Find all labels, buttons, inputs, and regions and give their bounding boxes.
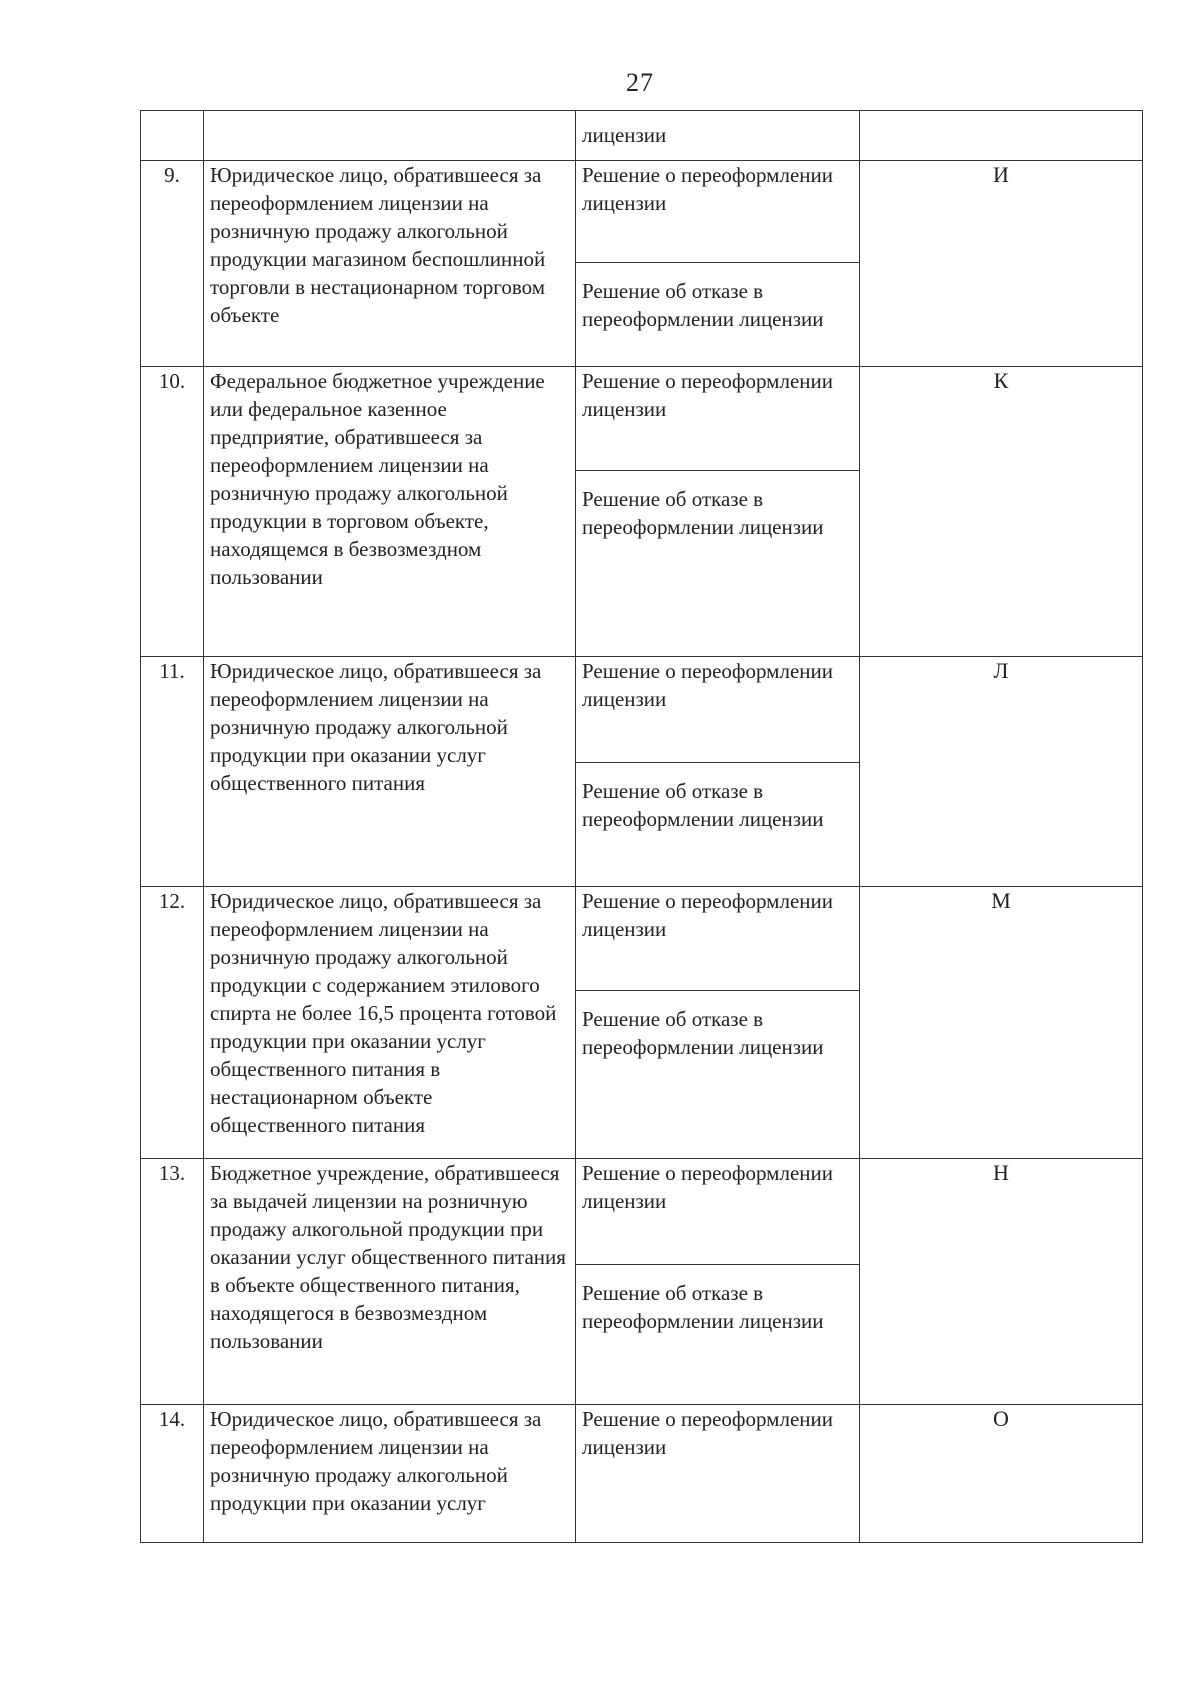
- cell-code: [860, 111, 1143, 161]
- row-number: 10.: [141, 367, 204, 657]
- cell-decision-continued: лицензии: [576, 111, 860, 161]
- table-row: [141, 367, 1143, 471]
- decision-refuse: Решение об отказе в переоформлении лицензии: [576, 1265, 860, 1405]
- table-row: [141, 887, 1143, 991]
- applicant-description: Юридическое лицо, обратившееся за переоформлением лицензии на розничную продажу алкогольной продукции с содержанием этилового спирта не более 16,5 процента готовой продукции при оказании услуг общественного питания в нестационарном объекте общественного питания: [204, 887, 576, 1159]
- decision-refuse: Решение об отказе в переоформлении лицензии: [576, 763, 860, 887]
- decision-code: М: [860, 887, 1143, 1159]
- row-number: 14.: [141, 1405, 204, 1543]
- decision-code: О: [860, 1405, 1143, 1543]
- decision-code: И: [860, 161, 1143, 367]
- decision-grant: Решение о переоформлении лицензии: [576, 887, 860, 991]
- decision-grant: Решение о переоформлении лицензии: [576, 657, 860, 763]
- decision-refuse: Решение об отказе в переоформлении лицензии: [576, 263, 860, 367]
- row-number: 12.: [141, 887, 204, 1159]
- table-row: [141, 1159, 1143, 1265]
- table-row: [141, 657, 1143, 763]
- table-row: [141, 1405, 1143, 1543]
- decision-refuse: Решение об отказе в переоформлении лицензии: [576, 991, 860, 1159]
- applicant-description: Юридическое лицо, обратившееся за переоформлением лицензии на розничную продажу алкогольной продукции при оказании услуг общественного питания: [204, 657, 576, 887]
- row-number: 13.: [141, 1159, 204, 1405]
- decision-code: Н: [860, 1159, 1143, 1405]
- decision-grant: Решение о переоформлении лицензии: [576, 1405, 860, 1543]
- applicant-description: Федеральное бюджетное учреждение или федеральное казенное предприятие, обратившееся за переоформлением лицензии на розничную продажу алкогольной продукции в торговом объекте, находящемся в безвозмездном пользовании: [204, 367, 576, 657]
- decision-grant: Решение о переоформлении лицензии: [576, 1159, 860, 1265]
- page-number: 27: [626, 68, 654, 97]
- license-table: [140, 110, 1143, 1543]
- row-number: 9.: [141, 161, 204, 367]
- applicant-description: Юридическое лицо, обратившееся за переоформлением лицензии на розничную продажу алкогольной продукции при оказании услуг: [204, 1405, 576, 1543]
- decision-refuse: Решение об отказе в переоформлении лицензии: [576, 471, 860, 657]
- applicant-description: Юридическое лицо, обратившееся за переоформлением лицензии на розничную продажу алкогольной продукции магазином беспошлинной торговли в нестационарном торговом объекте: [204, 161, 576, 367]
- cell-applicant: [204, 111, 576, 161]
- decision-grant: Решение о переоформлении лицензии: [576, 161, 860, 263]
- decision-code: К: [860, 367, 1143, 657]
- decision-code: Л: [860, 657, 1143, 887]
- cell-num: [141, 111, 204, 161]
- applicant-description: Бюджетное учреждение, обратившееся за выдачей лицензии на розничную продажу алкогольной продукции при оказании услуг общественного питания в объекте общественного питания, находящегося в безвозмездном пользовании: [204, 1159, 576, 1405]
- table-row: [141, 161, 1143, 263]
- row-number: 11.: [141, 657, 204, 887]
- table-row-continuation: [141, 111, 1143, 161]
- decision-grant: Решение о переоформлении лицензии: [576, 367, 860, 471]
